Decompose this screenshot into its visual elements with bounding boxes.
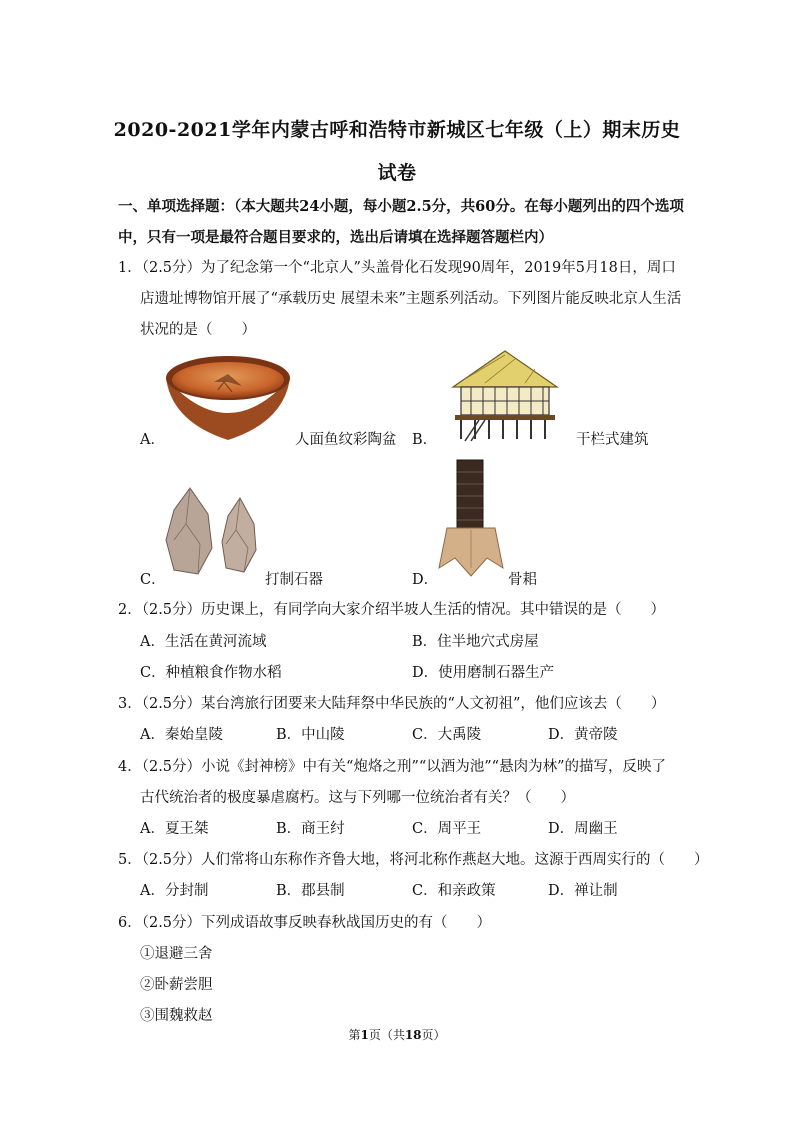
q5-option-d: D．禅让制	[548, 883, 618, 899]
exam-title-line-2: 试卷	[377, 162, 417, 184]
footer-page-number: 1	[360, 1028, 369, 1042]
footer-total-pages: 18	[404, 1028, 422, 1042]
q4-stem-line-2: 古代统治者的极度暴虐腐朽。这与下列哪一位统治者有关？（ ）	[140, 790, 575, 806]
section-heading-line-2: 中，只有一项是最符合题目要求的，选出后请填在选择题答题栏内）	[118, 229, 553, 246]
q2-option-a: A．生活在黄河流域	[140, 634, 267, 650]
q3-option-a: A．秦始皇陵	[140, 727, 223, 743]
section-heading-line-1: 一、单项选择题：（本大题共24小题，每小题2.5分，共60分。在每小题列出的四个选项	[118, 198, 684, 215]
q4-option-b: B．商王纣	[276, 821, 345, 837]
q1-option-b-letter: B．	[412, 432, 438, 448]
q2-option-d: D．使用磨制石器生产	[412, 665, 555, 681]
footer-middle: 页（共	[368, 1028, 405, 1042]
q2-stem: 2．（2.5分）历史课上，有同学向大家介绍半坡人生活的情况。其中错误的是（ ）	[118, 602, 666, 618]
q6-item-3: ③围魏救赵	[140, 1008, 213, 1024]
q4-stem-line-1: 4．（2.5分）小说《封神榜》中有关“炮烙之刑”“以酒为池”“悬肉为林”的描写，反映了	[118, 759, 667, 775]
q5-option-b: B．郡县制	[276, 883, 345, 899]
q3-option-c: C．大禹陵	[412, 727, 482, 743]
q5-stem: 5．（2.5分）人们常将山东称作齐鲁大地，将河北称作燕赵大地。这源于西周实行的（ ）	[118, 852, 709, 868]
bone-spade-image	[433, 458, 509, 582]
q3-option-b: B．中山陵	[276, 727, 345, 743]
q1-option-d-letter: D．	[412, 572, 439, 588]
q1-stem-line-1: 1．（2.5分）为了纪念第一个“北京人”头盖骨化石发现90周年，2019年5月18日，周口	[118, 260, 676, 276]
pottery-basin-image	[162, 352, 294, 444]
q4-option-a: A．夏王桀	[140, 821, 209, 837]
q2-option-c: C．种植粮食作物水稻	[140, 665, 282, 681]
q5-option-c: C．和亲政策	[412, 883, 496, 899]
page-footer	[0, 1026, 794, 1043]
q1-stem-line-3: 状况的是（ ）	[140, 322, 256, 338]
q1-option-d-caption: 骨耜	[508, 572, 537, 588]
chipped-stone-tools-image	[160, 484, 264, 580]
q2-option-b: B．住半地穴式房屋	[412, 634, 539, 650]
q1-option-b-caption: 干栏式建筑	[576, 432, 649, 448]
q5-option-a: A．分封制	[140, 883, 209, 899]
q6-item-2: ②卧薪尝胆	[140, 977, 213, 993]
q6-item-1: ①退避三舍	[140, 946, 213, 962]
q4-option-d: D．周幽王	[548, 821, 618, 837]
q1-option-c-letter: C．	[140, 572, 166, 588]
q1-option-a-caption: 人面鱼纹彩陶盆	[295, 432, 397, 448]
exam-title-line-1: 2020-2021学年内蒙古呼和浩特市新城区七年级（上）期末历史	[113, 119, 681, 141]
q3-stem: 3．（2.5分）某台湾旅行团要来大陆拜祭中华民族的“人文初祖”，他们应该去（ ）	[118, 696, 666, 712]
q3-option-d: D．黄帝陵	[548, 727, 618, 743]
q6-stem: 6．（2.5分）下列成语故事反映春秋战国历史的有（ ）	[118, 915, 492, 931]
footer-suffix: 页）	[421, 1028, 446, 1042]
q1-option-c-caption: 打制石器	[265, 572, 323, 588]
q1-stem-line-2: 店遗址博物馆开展了“承载历史 展望未来”主题系列活动。下列图片能反映北京人生活	[140, 291, 682, 307]
footer-prefix: 第	[348, 1028, 361, 1042]
q4-option-c: C．周平王	[412, 821, 482, 837]
stilt-house-image	[435, 347, 575, 445]
q1-option-a-letter: A．	[140, 432, 165, 448]
